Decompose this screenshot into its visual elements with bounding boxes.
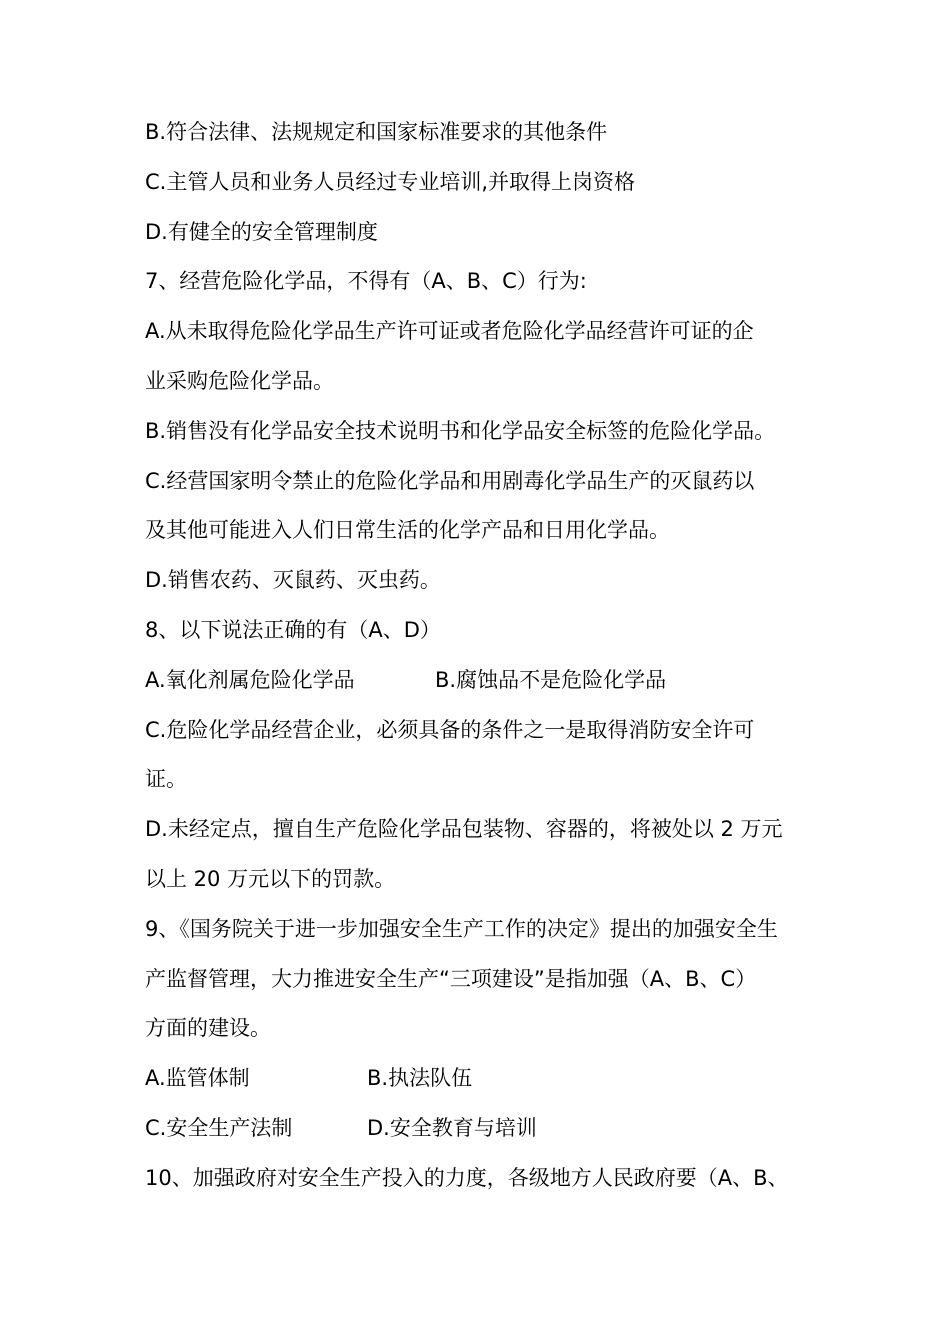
q6-option-d: D.有健全的安全管理制度 [145, 219, 378, 244]
q6-option-b: B.符合法律、法规规定和国家标准要求的其他条件 [145, 120, 608, 144]
q7-option-b: B.销售没有化学品安全技术说明书和化学品安全标签的危险化学品。 [145, 418, 776, 443]
q8-option-c-line1: C.危险化学品经营企业，必须具备的条件之一是取得消防安全许可 [145, 717, 755, 742]
q8-option-d-line1: D.未经定点，擅自生产危险化学品包装物、容器的，将被处以 2 万元 [145, 817, 783, 842]
q7-option-a-line1: A.从未取得危险化学品生产许可证或者危险化学品经营许可证的企 [145, 319, 754, 344]
q8-option-b: B.腐蚀品不是危险化学品 [435, 667, 667, 692]
q9-options-ab [145, 1058, 817, 1108]
q10-question-line1: 10、加强政府对安全生产投入的力度，各级地方人民政府要（A、B、 [145, 1165, 789, 1190]
q9-option-c: C.安全生产法制 [145, 1115, 293, 1140]
q9-option-d: D.安全教育与培训 [367, 1115, 537, 1140]
q9-question-line1: 9、《国务院关于进一步加强安全生产工作的决定》提出的加强安全生 [145, 916, 778, 941]
q8-option-d-line2: 以上 20 万元以下的罚款。 [145, 866, 396, 891]
q7-option-d: D.销售农药、灭鼠药、灭虫药。 [145, 568, 441, 593]
q9-question-line3: 方面的建设。 [145, 1016, 271, 1041]
q6-option-c: C.主管人员和业务人员经过专业培训,并取得上岗资格 [145, 169, 636, 194]
q7-question: 7、经营危险化学品，不得有（A、B、C）行为: [145, 269, 587, 294]
q8-option-c-line2: 证。 [145, 767, 187, 792]
q7-option-c-line1: C.经营国家明令禁止的危险化学品和用剧毒化学品生产的灭鼠药以 [145, 468, 755, 493]
q8-option-a: A.氧化剂属危险化学品 [145, 667, 355, 692]
q9-options-cd [145, 1108, 817, 1158]
q8-options-ab [145, 660, 817, 710]
q7-option-c-line2: 及其他可能进入人们日常生活的化学产品和日用化学品。 [145, 518, 670, 543]
q9-option-b: B.执法队伍 [367, 1066, 473, 1091]
q9-question-line2: 产监督管理，大力推进安全生产“三项建设”是指加强（A、B、C） [145, 966, 757, 991]
document-body [145, 112, 817, 1208]
q7-option-a-line2: 业采购危险化学品。 [145, 368, 334, 393]
q9-option-a: A.监管体制 [145, 1066, 250, 1091]
q8-question: 8、以下说法正确的有（A、D） [145, 617, 441, 642]
